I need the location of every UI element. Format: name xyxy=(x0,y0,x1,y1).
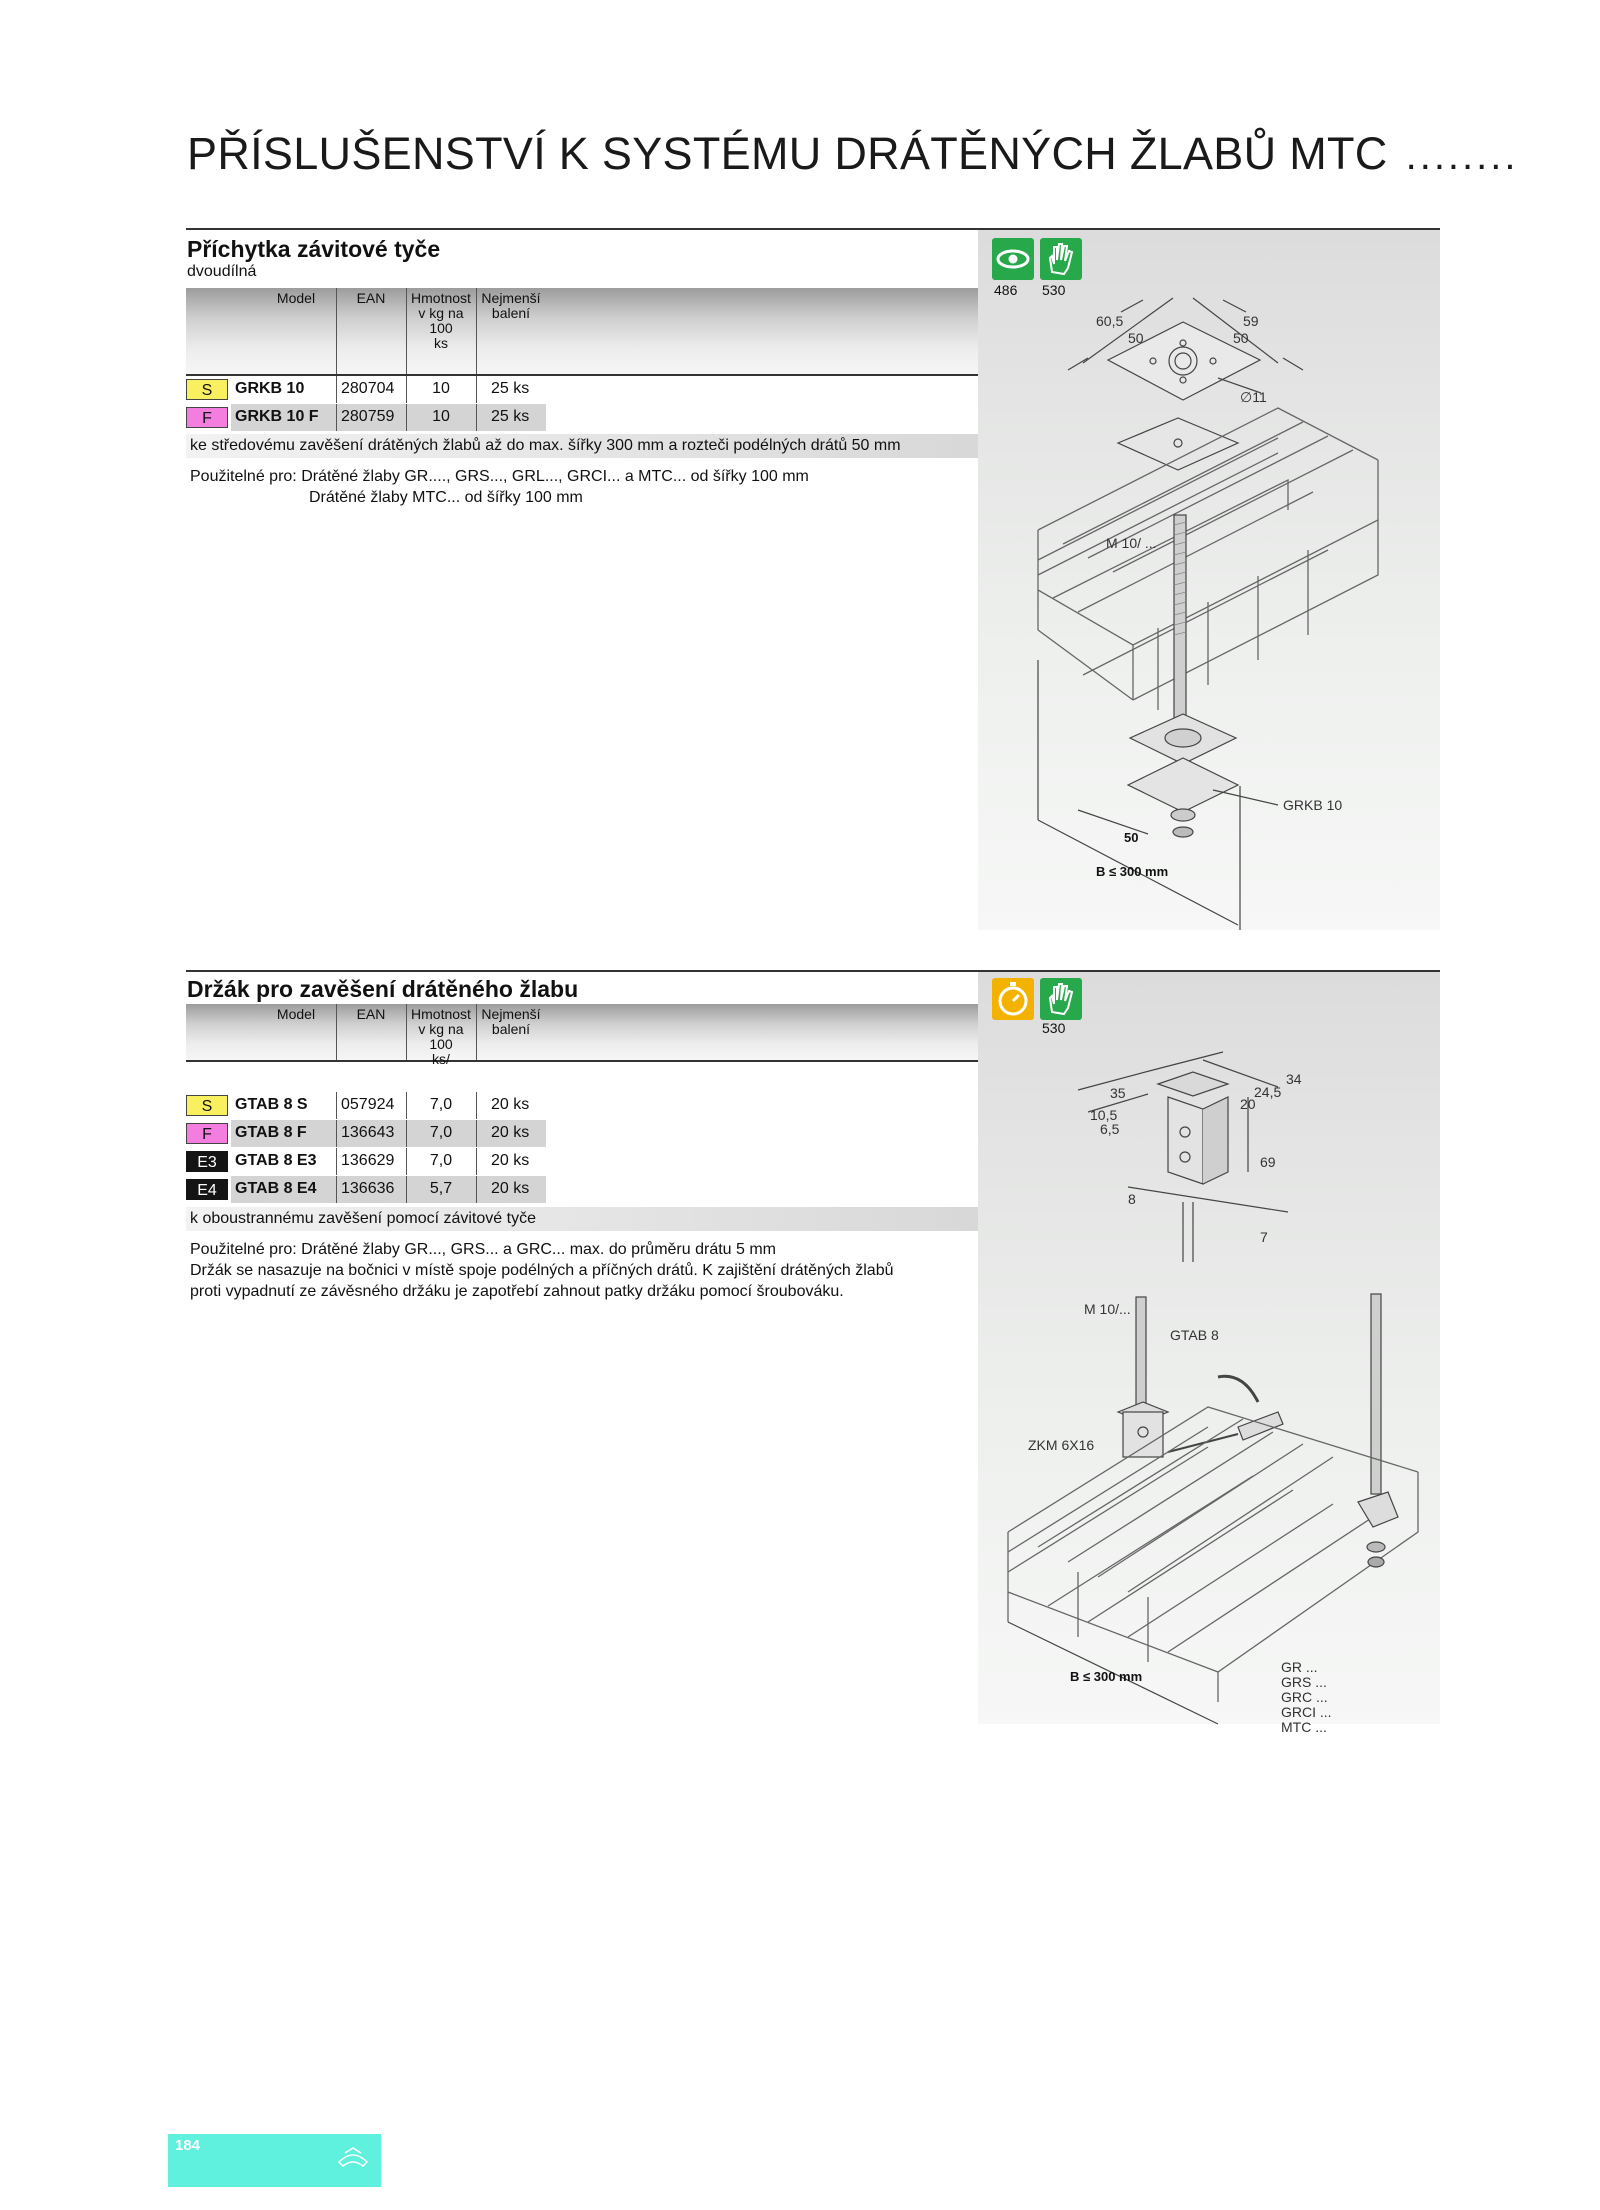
usage-text: Použitelné pro: Drátěné žlaby GR..., GRS... a GRC... max. do průměru drátu 5 mm xyxy=(190,1241,776,1258)
svg-text:MTC ...: MTC ... xyxy=(1281,1719,1327,1735)
badge-s: S xyxy=(186,1095,228,1116)
col-model: Model xyxy=(276,1006,316,1022)
col-ean: EAN xyxy=(356,290,386,306)
col-weight: Hmotnost v kg na 100 ks/ xyxy=(411,1006,471,1067)
table-row: S GTAB 8 S 057924 7,0 20 ks xyxy=(186,1092,546,1119)
col-weight: Hmotnost v kg na 100 ks xyxy=(411,290,471,351)
svg-text:7: 7 xyxy=(1260,1229,1268,1245)
svg-text:GRKB 10: GRKB 10 xyxy=(1283,797,1343,813)
section-title: Držák pro zavěšení drátěného žlabu xyxy=(187,976,579,1002)
svg-text:ZKM 6X16: ZKM 6X16 xyxy=(1028,1437,1095,1453)
badge-e3: E3 xyxy=(186,1151,228,1172)
badge-f: F xyxy=(186,1123,228,1144)
table-header xyxy=(186,288,978,376)
usage-text-2: Drátěné žlaby MTC... od šířky 100 mm xyxy=(309,489,583,506)
badge-s: S xyxy=(186,379,228,400)
section-subtitle: dvoudílná xyxy=(187,263,257,280)
svg-text:GRS ...: GRS ... xyxy=(1281,1674,1327,1690)
svg-text:6,5: 6,5 xyxy=(1100,1121,1120,1137)
svg-text:GTAB 8: GTAB 8 xyxy=(1170,1327,1219,1343)
page-number: 184 xyxy=(175,2137,201,2154)
col-package: Nejmenší balení xyxy=(481,1006,541,1037)
svg-text:B ≤ 300 mm: B ≤ 300 mm xyxy=(1070,1669,1143,1684)
page-title xyxy=(187,128,1519,180)
svg-text:M 10/...: M 10/... xyxy=(1084,1301,1131,1317)
figure-gtab: 530 35 34 24,5 20 10,5 6,5 69 8 7 M 10/... GTAB 8 ZKM 6X16 B ≤ 300 mm GR ... GRS ... GRC ... GRCI ... MTC ... xyxy=(978,972,1440,1724)
svg-text:35: 35 xyxy=(1110,1085,1126,1101)
svg-text:60,5: 60,5 xyxy=(1096,313,1124,329)
svg-text:B ≤ 300 mm: B ≤ 300 mm xyxy=(1096,864,1169,879)
badge-f: F xyxy=(186,407,228,428)
section-title: Příchytka závitové tyče xyxy=(187,236,441,262)
svg-text:34: 34 xyxy=(1286,1071,1302,1087)
mounting-text-1: Držák se nasazuje na bočnici v místě spoje podélných a příčných drátů. K zajištění drátěných žlabů xyxy=(190,1262,894,1279)
table-row: F GRKB 10 F 280759 10 25 ks xyxy=(186,404,546,431)
tray-logo-icon xyxy=(333,2144,373,2174)
svg-text:50: 50 xyxy=(1233,330,1249,346)
svg-text:59: 59 xyxy=(1243,313,1259,329)
table-header xyxy=(186,1004,978,1067)
table-row: S GRKB 10 280704 10 25 ks xyxy=(186,376,546,403)
assembly-drawing xyxy=(978,230,1440,930)
svg-text:GR ...: GR ... xyxy=(1281,1659,1318,1675)
col-package: Nejmenší balení xyxy=(481,290,541,321)
col-ean: EAN xyxy=(356,1006,386,1022)
svg-text:50: 50 xyxy=(1128,330,1144,346)
usage-text: Použitelné pro: Drátěné žlaby GR...., GRS..., GRL..., GRCI... a MTC... od šířky 100 mm xyxy=(190,468,809,485)
page-number-tab xyxy=(168,2134,381,2187)
section-grkb xyxy=(186,228,1440,928)
section-gtab xyxy=(186,970,1440,1740)
svg-text:∅11: ∅11 xyxy=(1240,389,1267,405)
svg-text:M 10/ ...: M 10/ ... xyxy=(1106,535,1157,551)
badge-e4: E4 xyxy=(186,1179,228,1200)
title-dots: ........ xyxy=(1405,134,1519,178)
svg-text:8: 8 xyxy=(1128,1191,1136,1207)
svg-text:GRCI ...: GRCI ... xyxy=(1281,1704,1332,1720)
figure-grkb: 486 530 60,5 50 59 50 ∅11 M 10/ ... GRKB 10 50 B ≤ 300 mm xyxy=(978,230,1440,930)
svg-text:50: 50 xyxy=(1124,830,1139,845)
svg-text:20: 20 xyxy=(1240,1096,1256,1112)
table-row: F GTAB 8 F 136643 7,0 20 ks xyxy=(186,1120,546,1147)
svg-text:GRC ...: GRC ... xyxy=(1281,1689,1328,1705)
page-title-text: PŘÍSLUŠENSTVÍ K SYSTÉMU DRÁTĚNÝCH ŽLABŮ MTC xyxy=(187,128,1388,179)
note-bar: ke středovému zavěšení drátěných žlabů až do max. šířky 300 mm a rozteči podélných drátů 50 mm xyxy=(186,434,978,458)
svg-text:24,5: 24,5 xyxy=(1254,1084,1282,1100)
svg-text:69: 69 xyxy=(1260,1154,1276,1170)
mounting-text-2: proti vypadnutí ze závěsného držáku je zapotřebí zahnout patky držáku pomocí šroubováku. xyxy=(190,1283,844,1300)
table-row: E3 GTAB 8 E3 136629 7,0 20 ks xyxy=(186,1148,546,1175)
assembly-drawing xyxy=(978,972,1440,1735)
note-bar: k oboustrannému zavěšení pomocí závitové tyče xyxy=(186,1207,978,1231)
col-model: Model xyxy=(276,290,316,306)
table-row: E4 GTAB 8 E4 136636 5,7 20 ks xyxy=(186,1176,546,1203)
svg-text:10,5: 10,5 xyxy=(1090,1107,1118,1123)
